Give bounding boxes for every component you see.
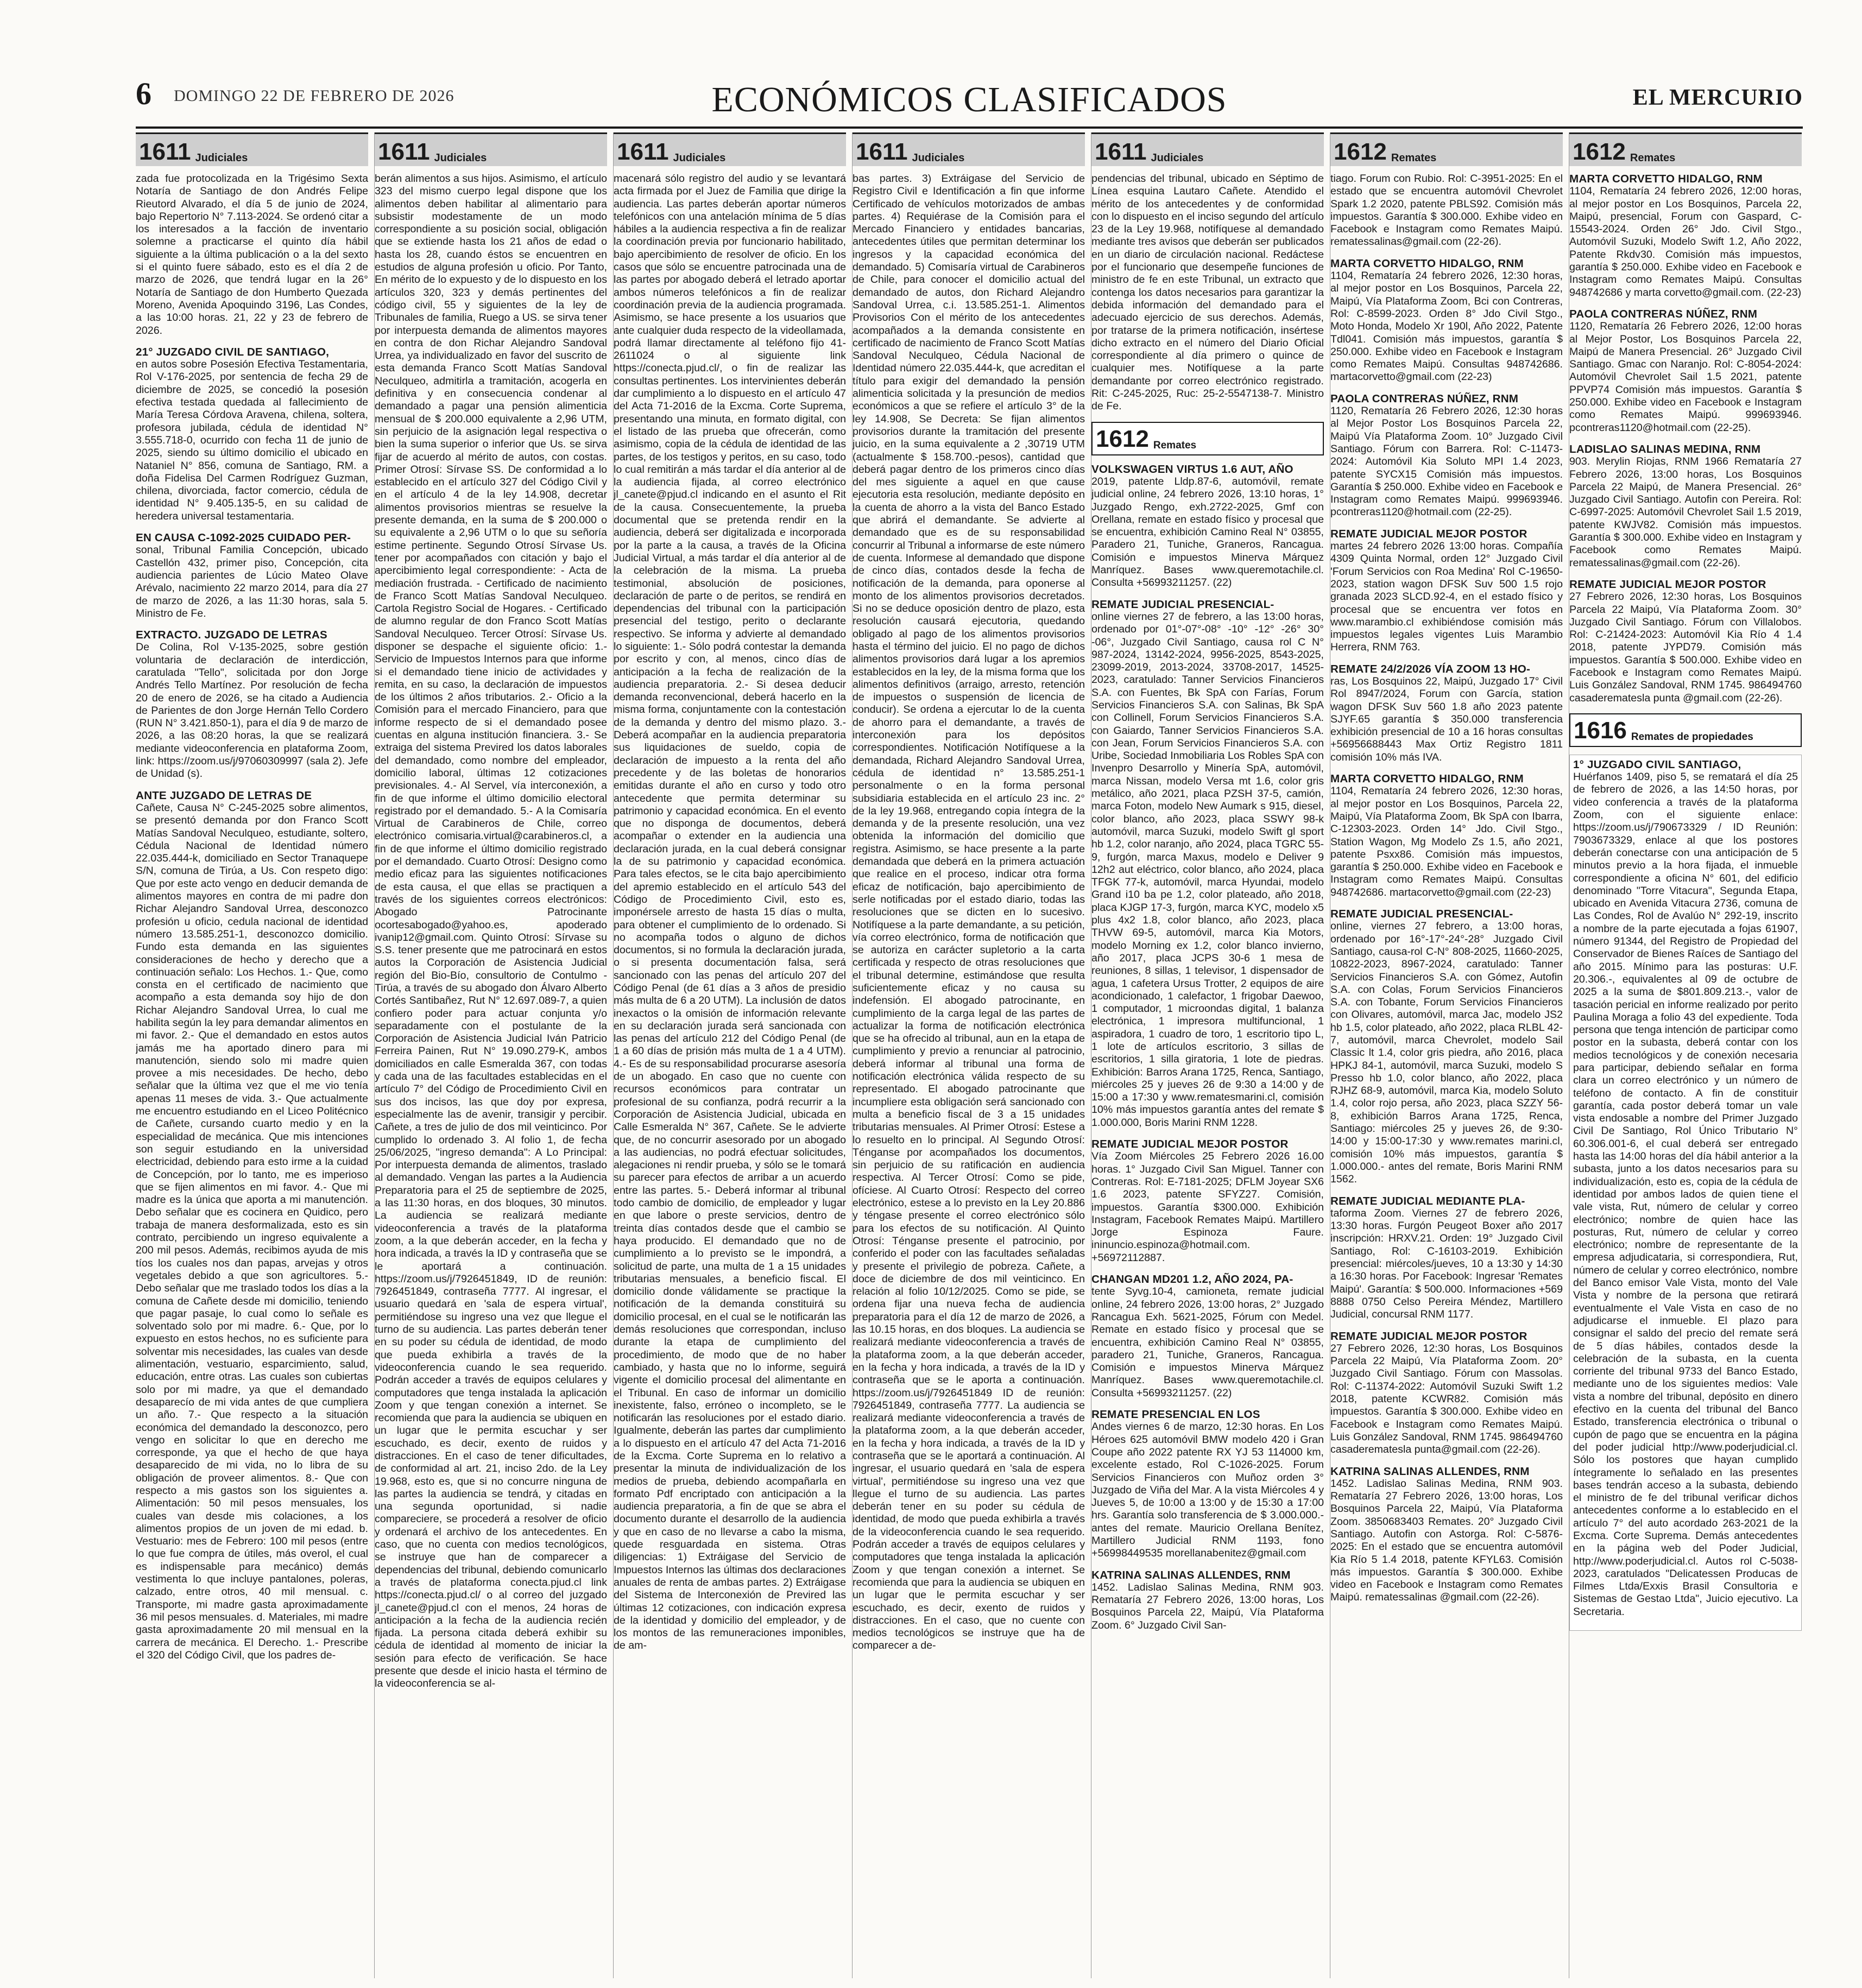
classified-notice bbox=[1330, 1330, 1563, 1457]
column-2 bbox=[375, 132, 607, 1978]
section-label: Remates de propiedades bbox=[1631, 731, 1753, 743]
notice-title: ANTE JUZGADO DE LETRAS DE bbox=[136, 789, 312, 802]
header-rule bbox=[136, 126, 1803, 129]
classified-notice bbox=[1330, 173, 1563, 249]
classified-notice bbox=[1330, 908, 1563, 1186]
notice-title: 21° JUZGADO CIVIL DE SANTIAGO, bbox=[136, 345, 329, 358]
classified-notice bbox=[1091, 598, 1324, 1129]
notice-body: 1452. Ladislao Salinas Medina, RNM 903. Remataría 27 Febrero 2026, 13:00 horas, Los Bosquinos Parcela 22, Maipú, Vía Plataforma Zoom. 3850683403 Remates. 20° Juzgado Civil Santiago. Autofin con Astorga. Rol: C-5876-2025: En el estado que se encuentra automóvil Kia Río 5 1.4 2018, patente KFYL63. Comisión más impuestos. Garantía $ 300.000. Exhibe video en Facebook e Instagram como Remates Maipú. rematessalinas @gmail.com (22-26). bbox=[1330, 1477, 1563, 1604]
classified-notice bbox=[136, 531, 368, 620]
page-number: 6 bbox=[136, 76, 152, 111]
notice-title: REMATE JUDICIAL PRESENCIAL- bbox=[1330, 908, 1513, 921]
column-code: 1612 bbox=[1334, 138, 1387, 165]
notice-body: 27 Febrero 2026, 12:30 horas, Los Bosquinos Parcela 22 Maipú, Vía Plataforma Zoom. 30° Juzgado Civil Santiago. Fórum con Villalobos. Rol: C-21424-2023: Automóvil Kia Río 4 1.4 2018, patente JYPD79. Comisión más impuestos. Garantía $ 500.000. Exhibe video en Facebook e Instagram como Remates Maipú. Luis González Sandoval, RNM 1745. 986494760 casaderematesla punta @gmail.com (22-26). bbox=[1569, 591, 1802, 704]
notice-body: online, viernes 27 febrero, a 13:00 horas, ordenado por 16°-17°-24°-28° Juzgado Civil Santiago, causa-rol C-N° 808-2025, 11660-2025, 10822-2023, 8967-2024, caratulado: Tanner Servicios Financieros S.A. con Gómez, Autofin S.A. con Colas, Forum Servicios Financieros S.A. con Tobante, Forum Servicios Financieros con Olivares, automóvil, marca Jac, modelo JS2 hb 1.5, color plateado, año 2022, placa RLBL 42-7, automóvil, marca Chevrolet, modelo Sail Classic lt 1.4, color gris piedra, año 2016, placa HPKJ 84-1, automóvil, marca Suzuki, modelo S Presso hb 1.0, color blanco, año 2022, placa RJHZ 68-9, automóvil, marca Kia, modelo Soluto 1.4, color rojo persa, año 2023, placa SZZY 56-8, exhibición Barros Arana 1725, Renca, Santiago: miércoles 25 y jueves 26, de 9:30-14:00 y 15:00-17:30 y www.remates marini.cl, comisión 10% más impuestos, garantía $ 1.000.000.- antes del remate, Boris Marini RNM 1562. bbox=[1330, 920, 1563, 1186]
notice-title: EN CAUSA C-1092-2025 CUIDADO PER- bbox=[136, 531, 351, 545]
notice-body: 27 Febrero 2026, 12:30 horas, Los Bosquinos Parcela 22 Maipú, Vía Plataforma Zoom. 20° Juzgado Civil Santiago. Fórum con Massolas. Rol: C-11374-2022: Automóvil Suzuki Swift 1.2 2018, patente KCWR82. Comisión más impuestos. Garantía $ 300.000. Exhibe video en Facebook e Instagram como Remates Maipú. Luis González Sandoval, RNM 1745. 986494760 casaderematesla punta@gmail.com (22-26). bbox=[1330, 1342, 1563, 1456]
notice-list bbox=[1330, 173, 1563, 1604]
notice-body: Vía Zoom Miércoles 25 Febrero 2026 16.00 horas. 1° Juzgado Civil San Miguel. Tanner con Contreras. Rol: E-7181-2025; DFLM Joyear SX6 1.6 2023, patente SFYZ27. Comisión, impuestos. Garantía $300.000. Exhibición Instagram, Facebook Remates Maipú. Martillero Jorge Espinoza Faure. ininuncio.espinoza@hotmail.com. +56972112887. bbox=[1091, 1150, 1324, 1264]
notice-title: KATRINA SALINAS ALLENDES, RNM bbox=[1091, 1568, 1291, 1581]
column-code: 1611 bbox=[378, 138, 430, 165]
classified-notice bbox=[1091, 463, 1324, 590]
classified-notice bbox=[1569, 308, 1802, 434]
classified-notice bbox=[1569, 443, 1802, 569]
column-6 bbox=[1330, 132, 1563, 1978]
classified-notice bbox=[1091, 1569, 1324, 1632]
notice-list bbox=[614, 173, 846, 1653]
notice-body: De Colina, Rol V-135-2025, sobre gestión voluntaria de declaración de interdicción, caratulada "Tello", solicitada por don Jorge Andrés Tello Martínez. Por resolución de fecha 20 de enero de 2026, se ha citado a Audiencia de Parientes de don Jorge Hernán Tello Cordero (RUN N° 3.421.850-1), para el día 9 de marzo de 2026, a las 08:20 horas, la que se realizará mediante videoconferencia en plataforma Zoom, link: https://zoom.us/j/97060309997 (sala 2). Jefe de Unidad (s). bbox=[136, 641, 368, 780]
notice-list bbox=[136, 173, 368, 1662]
notice-title: MARTA CORVETTO HIDALGO, RNM bbox=[1330, 773, 1524, 786]
column-code: 1611 bbox=[1095, 138, 1147, 165]
section-code: 1616 bbox=[1574, 717, 1627, 744]
notice-list bbox=[1091, 463, 1324, 1632]
notice-body: ras, Los Bosquinos 22, Maipú, Juzgado 17° Civil Rol 8947/2024, Forum con García, station wagon DFSK Suv 560 1.8 año 2023 patente SJYF.65 garantía $ 350.000 transferencia exhibición presencial de 10 a 16 horas consultas +56956688443 Max Ortiz Registro 1811 comisión 10% más IVA. bbox=[1330, 675, 1563, 763]
notice-list bbox=[1569, 173, 1802, 705]
classified-notice bbox=[1330, 663, 1563, 764]
column-header bbox=[1569, 132, 1802, 166]
notice-body: online viernes 27 de febrero, a las 13:00 horas, ordenado por 01°-07°-08° -10° -12° -26° 30° -06°, Juzgado Civil Santiago, causa rol C N° 987-2024, 13142-2024, 9956-2025, 8543-2025, 23099-2019, 2013-2024, 33708-2017, 14525-2023, caratulado: Tanner Servicios Financieros S.A. con Fuentes, Bk SpA con Farías, Forum Servicios Financieros S.A. con Salinas, Bk SpA con Collinell, Forum Servicios Financieros S.A. con Gaiardo, Tanner Servicios Financieros S.A. con Jean, Forum Servicios Financieros S.A. con Uribe, Sociedad Inmobiliaria Los Robles SpA con Invenpro Desarrollo y Minería SpA, automóvil, marca Nissan, modelo Versa mt 1.6, color gris metálico, año 2021, placa PZSH 37-5, camión, marca Foton, modelo New Aumark s 915, diesel, color blanco, año 2023, placa SSWY 98-k automóvil, marca Suzuki, modelo Swift gl sport hb 1.2, color naranjo, año 2024, placa TGRC 55-9, furgón, marca Maxus, modelo e Deliver 9 12h2 aut eléctrico, color blanco, año 2024, placa TFGK 77-k, automóvil, marca Hyundai, modelo Grand i10 ba pe 1.2, color plateado, año 2018, placa KJGP 17-3, furgón, marca KYC, modelo x5 plus 4x2 1.8, color blanco, año 2023, placa THVW 69-5, automóvil, marca Kia Motors, modelo Morning ex 1.2, color blanco invierno, año 2017, placa JCPS 30-6 1 mesa de reuniones, 8 sillas, 1 televisor, 1 dispensador de agua, 1 cafetera Ursus Trotter, 2 equipos de aire acondicionado, 1 calefactor, 1 frigobar Daewoo, 1 computador, 1 microondas digital, 1 balanza electrónica, 1 impresora multifuncional, 1 aspiradora, 1 cuadro de toro, 1 escritorio tipo L, 1 lote de artículos escritorio, 3 sillas de escritorios, 1 silla giratoria, 1 lote de piedras. Exhibición: Barros Arana 1725, Renca, Santiago, miércoles 25 y jueves 26 de 9:30 a 14:00 y de 15:00 a 17:30 y www.rematesmarini.cl, comisión 10% más impuestos garantía antes del remate $ 1.000.000, Boris Marini RNM 1228. bbox=[1091, 610, 1324, 1129]
classified-notice bbox=[1091, 1138, 1324, 1264]
newspaper-brand: EL MERCURIO bbox=[1632, 85, 1803, 110]
classified-notice bbox=[136, 789, 368, 1662]
notice-title: CHANGAN MD201 1.2, AÑO 2024, PA- bbox=[1091, 1273, 1293, 1286]
column-1 bbox=[136, 132, 368, 1978]
classified-notice bbox=[1330, 773, 1563, 899]
notice-list bbox=[853, 173, 1085, 1653]
classified-notice bbox=[1330, 528, 1563, 654]
section-title: ECONÓMICOS CLASIFICADOS bbox=[711, 80, 1227, 119]
column-label: Remates bbox=[1391, 152, 1437, 164]
column-code: 1611 bbox=[617, 138, 669, 165]
section-header-remates bbox=[1091, 422, 1324, 455]
column-label: Judiciales bbox=[195, 152, 248, 164]
notice-body: 1104, Remataría 24 febrero 2026, 12:30 horas, al mejor postor en Los Bosquinos, Parcela 22, Maipú, Vía Plataforma Zoom, Bci con Contreras, Rol: C-8599-2023. Orden 8° Jdo Civil Stgo., Moto Honda, Modelo Xr 190l, Año 2022, Patente Tdl041. Comisión más impuestos, garantía $ 250.000. Exhibe video en Facebook e Instagram como Remates Maipú. Consultas 948742686. martacorvetto@gmail.com (22-23) bbox=[1330, 270, 1563, 383]
notice-body: en autos sobre Posesión Efectiva Testamentaria, Rol V-176-2025, por sentencia de fecha 29 de diciembre de 2025, se concedió la posesión efectiva testada quedada al fallecimiento de María Teresa Córdova Aravena, chilena, soltera, profesora jubilada, cédula de identidad N° 3.555.718-0, ocurrido con fecha 11 de junio de 2025, siendo su último domicilio el ubicado en Nataniel N° 856, comuna de Santiago, RM. a doña Fidelisa Del Carmen Rodríguez Guzman, chilena, divorciada, factor comercio, cédula de identidad N° 9.405.135-5, en su calidad de heredera universal testamentaria. bbox=[136, 358, 368, 522]
column-label: Judiciales bbox=[673, 152, 726, 164]
notice-list bbox=[375, 173, 607, 1691]
classified-notice bbox=[136, 629, 368, 781]
column-label: Judiciales bbox=[912, 152, 965, 164]
notice-body: bas partes. 3) Extráigase del Servicio de Registro Civil e Identificación a fin que informe Certificado de vehículos motorizados de ambas partes. 4) Requiérase de la Comisión para el Mercado Financiero y entidades bancarias, antecedentes útiles que permitan determinar los ingresos y la capacidad económica del demandado. 5) Comisaría virtual de Carabineros de Chile, para conocer el domicilio actual del demandado de autos, don Richard Alejandro Sandoval Urrea, c.i. 13.585.251-1. Alimentos Provisorios Con el mérito de los antecedentes acompañados a la demanda consistente en certificado de nacimiento de Franco Scott Matías Sandoval Neculqueo, Cédula Nacional de Identidad número 22.035.444-k, que acreditan el título para exigir del demandado la pensión alimenticia solicitada y la presunción de medios económicos a que se refiere el artículo 3° de la ley 14.908, Se Decreta: Se fijan alimentos provisorios durante la tramitación del presente juicio, en la suma equivalente a 2 ,30719 UTM (actualmente $ 158.700.-pesos), cantidad que deberá pagar dentro de los primeros cinco días del mes siguiente a aquel en que cause ejecutoria esta resolución, mediante depósito en la cuenta de ahorro a la vista del Banco Estado que abrirá el demandante. Se advierte al demandado que es de su responsabilidad concurrir al Tribunal a informarse de este número de cuenta. Informese al demandado que dispone de cinco días, contados desde la fecha de notificación de la demanda, para oponerse al monto de los alimentos provisorios decretados. Si no se deduce oposición dentro de plazo, esta resolución causará ejecutoria, quedando obligado al pago de los alimentos provisorios hasta el término del juicio. El no pago de dichos alimentos provisorios dará lugar a los apremios establecidos en la ley, de la misma forma que los alimentos definitivos (arraigo, arresto, retención de impuestos o suspensión de licencia de conducir). Se ordena a ejercutar lo de la cuenta de ahorro para el demandante, a través de interconexión para los depósitos correspondientes. Notificación Notifíquese a la demandada, Richard Alejandro Sandoval Urrea, cédula de identidad n° 13.585.251-1 personalmente o en la forma personal subsidiaria establecida en el artículo 23 inc. 2° de la ley 19.968, entregando copia íntegra de la demanda y de la presente resolución, una vez obtenida la información del domicilio que registra. Asimismo, se hace presente a la parte demandada que deberá en la primera actuación que realice en el proceso, indicar otra forma eficaz de notificación, bajo apercibimiento de serle notificadas por el estado diario, todas las resoluciones que se dicten en lo sucesivo. Notifíquese a la parte demandante, a su petición, vía correo electrónico, forma de notificación que se autoriza en carácter supletorio a la carta certificada y respecto de otras resoluciones que el tribunal determine, estimándose que resulta suficientemente eficaz y no causa su indefensión. El abogado patrocinante, en cumplimiento de la carga legal de las partes de actualizar la forma de notificación electrónica que se ha ofrecido al tribunal, aun en la etapa de cumplimiento y previo a renunciar al patrocinio, deberá informar al tribunal una forma de notificación electrónica válida respecto de su representado. El abogado patrocinante que incumpliere esta obligación será sancionado con multa a beneficio fiscal de 3 a 15 unidades tributarias mensuales. Al Primer Otrosí: Estese a lo resuelto en lo principal. Al Segundo Otrosí: Ténganse por acompañados los documentos, sin perjuicio de su ratificación en audiencia respectiva. Al Tercer Otrosí: Como se pide, ofíciese. Al Cuarto Otrosí: Respecto del correo electrónico, estese a lo previsto en la Ley 20.886 y téngase presente el correo electrónico sólo para los efectos de su notificación. Al Quinto Otrosí: Ténganse presente el patrocinio, por conferido el poder con las facultades señaladas y presente el privilegio de pobreza. Cañete, a doce de diciembre de dos mil veinticinco. En relación al folio 10/12/2025. Como se pide, se ordena fijar una nueva fecha de audiencia preparatoria para el día 12 de marzo de 2026, a las 10.15 horas, en dos bloques. La audiencia se realizará mediante videoconferencia a través de la plataforma zoom, a la que deberán acceder, en la fecha y hora indicada, a través de la ID y contraseña que se le aporta a continuación. https://zoom.us/j/7926451849 ID de reunión: 7926451849, contraseña 7777. La audiencia se realizará mediante videoconferencia a través de la plataforma zoom, a la que deberán acceder, en la fecha y hora indicada, a través de la ID y contraseña que se le aportará a continuación. Al ingresar, el usuario quedará en 'sala de espera virtual', permitiéndose su ingreso una vez que llegue el turno de su audiencia. Las partes deberán tener en su poder su cédula de identidad, de modo que pueda exhibirla a través de la videoconferencia cuando le sea requerido. Podrán acceder a través de equipos celulares y computadores que tenga instalada la aplicación Zoom y que tengan conexión a internet. Se recomienda que para la audiencia se ubiquen en un lugar que le permita escuchar y ser escuchado, es decir, exento de ruidos y distracciones. En el caso, que no cuente con medios tecnológicos se instruye que ha de comparecer a de- bbox=[853, 173, 1085, 1652]
notice-title: REMATE JUDICIAL PRESENCIAL- bbox=[1091, 598, 1274, 611]
notice-body: pendencias del tribunal, ubicado en Séptimo de Línea esquina Lautaro Cañete. Atendido el mérito de los antecedentes y de conformidad con lo dispuesto en el inciso segundo del artículo 23 de la Ley 19.968, notifíquese al demandado mediante tres avisos que deberán ser publicados en un diario de circulación nacional. Redáctese por el funcionario que desempeñe funciones de ministro de fe en este Tribunal, un extracto que contenga los datos necesarios para garantizar la debida información del demandado para el adecuado ejercicio de sus derechos. Además, por tratarse de la primera notificación, insértese dicho extracto en el número del Diario Oficial correspondiente al día primero o quince de cualquier mes. Notifíquese a la parte demandante por correo electrónico registrado. Rit: C-245-2025, Ruc: 25-2-5547138-7. Ministro de Fe. bbox=[1091, 173, 1324, 413]
notice-title: 1° JUZGADO CIVIL SANTIAGO, bbox=[1573, 758, 1741, 771]
notice-title: MARTA CORVETTO HIDALGO, RNM bbox=[1569, 173, 1763, 185]
notice-title: MARTA CORVETTO HIDALGO, RNM bbox=[1330, 257, 1524, 270]
column-label: Remates bbox=[1630, 152, 1676, 164]
notice-title: VOLKSWAGEN VIRTUS 1.6 AUT, AÑO bbox=[1091, 463, 1293, 476]
classified-notice bbox=[1569, 173, 1802, 299]
column-4 bbox=[853, 132, 1085, 1978]
notice-body: 1104, Remataría 24 febrero 2026, 12:00 horas, al mejor postor en Los Bosquinos, Parcela 22, Maipú, presencial, Forum con Gaspard, C-15543-2024. Orden 26° Jdo. Civil Stgo., Automóvil Suzuki, Modelo Swift 1.2, Año 2022, Patente Rkdv30. Comisión más impuestos, garantía $ 250.000. Exhibe video en Facebook e Instagram como Remates Maipú. Consultas 948742686 y marta corvetto@gmail.com. (22-23) bbox=[1569, 185, 1802, 299]
column-header bbox=[136, 132, 368, 166]
notice-body: 1452. Ladislao Salinas Medina, RNM 903. Remataría 27 Febrero 2026, 13:00 horas, Los Bosquinos Parcela 22, Maipú, Vía Plataforma Zoom. 6° Juzgado Civil San- bbox=[1091, 1581, 1324, 1631]
notice-body: 1120, Remataría 26 Febrero 2026, 12:00 horas al Mejor Postor, Los Bosquinos Parcela 22, Maipú de Manera Presencial. 26° Juzgado Civil Santiago. Gmac con Naranjo. Rol: C-8054-2024: Automóvil Chevrolet Sail 1.5 2021, patente PPVP74 Comisión más impuestos. Garantía $ 250.000. Exhibe video en Facebook e Instagram como Remates Maipú. 999693946. pcontreras1120@hotmail.com (22-25). bbox=[1569, 320, 1802, 434]
notice-body: 1120, Remataría 26 Febrero 2026, 12:30 horas al Mejor Postor Los Bosquinos Parcela 22, Maipú Vía Plataforma Zoom. 10° Juzgado Civil Santiago. Fórum con Barrera. Rol: C-11473-2024: Automóvil Kia Soluto MPI 1.4 2023, patente SYCX15 Comisión más impuestos. Garantía $ 250.000. Exhibe video en Facebook e Instagram como Remates Maipú. 999693946. pcontreras1120@hotmail.com (22-25). bbox=[1330, 405, 1563, 518]
column-3 bbox=[614, 132, 846, 1978]
column-7 bbox=[1569, 132, 1802, 1978]
notice-body: tiago. Forum con Rubio. Rol: C-3951-2025: En el estado que se encuentra automóvil Chevrolet Spark 1.2 2020, patente PBLS92. Comisión más impuestos. Garantía $ 300.000. Exhibe video en Facebook e Instagram como Remates Maipú. rematessalinas@gmail.com (22-26). bbox=[1330, 173, 1563, 248]
notice-body: tente Syvg.10-4, camioneta, remate judicial online, 24 febrero 2026, 13:00 horas, 2° Juzgado Rancagua Exh. 5621-2025, Fórum con Medel. Remate en estado físico y procesal que se encuentra, exhibición Camino Real N° 03855, paradero 21, Tuniche, Graneros, Rancagua. Comisión e impuestos Minerva Márquez Manríquez. Bases www.queremotachile.cl. Consulta +56993211257. (22) bbox=[1091, 1286, 1324, 1399]
notice-body: Andes viernes 6 de marzo, 12:30 horas. En Los Héroes 625 automóvil BMW modelo 420 i Gran Coupe año 2022 patente RX YJ 53 114000 km, excelente estado, Rol C-1026-2025. Forum Servicios Financieros con Muñoz orden 3° Juzgado de Viña del Mar. A la vista Miércoles 4 y Jueves 5, de 10:00 a 13:00 y de 15:30 a 17:00 hrs. Garantía solo transferencia de $ 3.000.000.- antes del remate. Mauricio Orellana Benítez, Martillero Judicial RNM 1193, fono +56998449535 morellanabenitez@gmail.com bbox=[1091, 1421, 1324, 1560]
classified-notice bbox=[1091, 173, 1324, 413]
notice-body: 903. Merylin Riojas, RNM 1966 Remataría 27 Febrero 2026, 13:00 horas, Los Bosquinos Parcela 22 Maipú, de Manera Presencial. 26° Juzgado Civil Santiago. Autofin con Pereira. Rol: C-6997-2025: Automóvil Chevrolet Sail 1.5 2019, patente KWJV82. Comisión más impuestos. Garantía $ 300.000. Exhibe video en Instagram y Facebook como Remates Maipú. rematessalinas@gmail.com (22-26). bbox=[1569, 455, 1802, 569]
classified-notice bbox=[1330, 1465, 1563, 1604]
page-date: DOMINGO 22 DE FEBRERO DE 2026 bbox=[174, 87, 455, 105]
notice-title: EXTRACTO. JUZGADO DE LETRAS bbox=[136, 629, 327, 642]
classified-notice bbox=[1330, 257, 1563, 384]
classifieds-columns bbox=[136, 132, 1803, 1978]
classified-notice bbox=[614, 173, 846, 1653]
column-header bbox=[853, 132, 1085, 166]
classified-notice bbox=[1091, 1273, 1324, 1400]
classified-notice bbox=[1091, 1408, 1324, 1560]
classified-notice bbox=[375, 173, 607, 1691]
column-code: 1611 bbox=[856, 138, 908, 165]
classified-notice bbox=[853, 173, 1085, 1653]
column-code: 1611 bbox=[139, 138, 191, 165]
notice-title: PAOLA CONTRERAS NÚÑEZ, RNM bbox=[1330, 392, 1519, 405]
notice-title: REMATE JUDICIAL MEJOR POSTOR bbox=[1330, 1329, 1528, 1343]
section-label: Remates bbox=[1153, 439, 1197, 451]
notice-title: REMATE JUDICIAL MEJOR POSTOR bbox=[1091, 1138, 1289, 1151]
notice-body: martes 24 febrero 2026 13:00 horas. Compañía 4309 Quinta Normal, orden 12° Juzgado Civil 'Forum Servicios con Roa Medina' Rol C-19650-2023, station wagon DFSK Suv 500 1.5 rojo granada 2023 SLCD.92-4, en el estado físico y procesal que se encuentra ver fotos en www.marambio.cl exhibiéndose comisión más impuestos legales vigentes Luis Marambio Herrera, RNM 763. bbox=[1330, 540, 1563, 654]
notice-body: 2019, patente Lldp.87-6, automóvil, remate judicial online, 24 febrero 2026, 13:10 horas, 1° Juzgado Rengo, exh.2722-2025, Gmf con Orellana, remate en estado físico y procesal que se encuentra, exhibición Camino Real N° 03855, Paradero 21, Tuniche, Graneros, Rancagua. Comisión e impuestos Minerva Márquez Manríquez. Bases www.queremotachile.cl. Consulta +56993211257. (22) bbox=[1091, 475, 1324, 589]
column-label: Judiciales bbox=[1151, 152, 1204, 164]
column-header bbox=[375, 132, 607, 166]
notice-body: zada fue protocolizada en la Trigésimo Sexta Notaría de Santiago de don Andrés Felipe Rieutord Alvarado, el día 5 de junio de 2024, bajo Repertorio N° 7.113-2024. Se ordenó citar a los interesados a la facción de inventario solemne a practicarse el quinto día hábil siguiente a la última publicación o a la del sexto si el quinto fuere sábado, esto es el día 2 de marzo de 2026, que tendrá lugar en la 26° Notaría de Santiago de don Humberto Quezada Moreno, Avenida Apoquindo 3196, Las Condes, a las 10:00 horas. 21, 22 y 23 de febrero de 2026. bbox=[136, 173, 368, 337]
notice-body: Huérfanos 1409, piso 5, se rematará el día 25 de febrero de 2026, a las 14:50 horas, por video conferencia a través de la plataforma Zoom, con el siguiente enlace: https://zoom.us/j/790673329 / ID Reunión: 7903673329, enlace al que los postores deberán conectarse con una anticipación de 5 minutos previo a la hora fijada, el inmueble correspondiente a oficina N° 601, del edificio denominado "Torre Vitacura", Segunda Etapa, ubicado en Avenida Vitacura 2736, comuna de Las Condes, Rol de Avalúo N° 292-19, inscrito a nombre de la parte ejecutada a fojas 61907, número 91344, del Registro de Propiedad del Conservador de Bienes Raíces de Santiago del año 2015. Mínimo para las posturas: U.F. 20.306.-, equivalentes al 09 de octubre de 2025 a la suma de $801.809.213.-, valor de tasación pericial en informe realizado por perito Paulina Moraga a folio 43 del expediente. Toda persona que tenga intención de participar como postor en la subasta, deberá contar con los medios tecnológicos y de conexión necesaria para participar, debiendo señalar en forma clara un correo electrónico y un número de teléfono de contacto. A fin de constituir garantía, cada postor deberá tomar un vale vista endosable a nombre del Primer Juzgado Civil De Santiago, Rol Único Tributario N° 60.306.001-6, el cual deberá ser entregado hasta las 14:00 horas del día hábil anterior a la subasta, junto a los datos necesarios para su individualización, esto es, copia de la cédula de identidad por ambos lados de quien tiene el vale vista, Rut, número de celular y correo electrónico; nombre de quien hace las posturas, Rut, número de celular y correo electrónico; nombre de representante de la empresa adjudicataria, si correspondiera, Rut, número de celular y correo electrónico, nombre del Banco emisor Vale Vista, monto del Vale Vista y nombre de la persona que retirará eventualmente el Vale Vista en caso de no adjudicarse el inmueble. El plazo para consignar el saldo del precio del remate será de 5 días hábiles, contados desde la celebración de la subasta, en la cuenta corriente del tribunal 9733 del Banco Estado, mediante uno de los siguientes medios: Vale vista a nombre del tribunal, depósito en dinero efectivo en la cuenta del tribunal del Banco Estado, transferencia electrónica o tribunal o cupón de pago que se encuentra en la página del poder judicial http://www.poderjudicial.cl. Sólo los postores que hayan cumplido íntegramente lo señalado en las presentes bases tendrán acceso a la subasta, debiendo el ministro de fe del tribunal verificar dichos antecedentes conforme a lo establecido en el artículo 7° del auto acordado 263-2021 de la Excma. Corte Suprema. Demás antecedentes en la página web del Poder Judicial, http://www.poderjudicial.cl. Autos rol C-5038-2023, caratulados "Delicatessen Producas de Filmes Ltda/Exxis Brasil Consultoria e Sistemas de Gestao Ltda", Juicio ejecutivo. La Secretaria. bbox=[1573, 771, 1798, 1618]
notice-title: REMATE 24/2/2026 VÍA ZOOM 13 HO- bbox=[1330, 662, 1531, 675]
notice-list bbox=[1091, 173, 1324, 413]
notice-body: 1104, Remataría 24 febrero 2026, 12:30 horas, al mejor postor en Los Bosquinos, Parcela 22, Maipú, Vía Plataforma Zoom, Bk SpA con Ibarra, C-12303-2023. Orden 14° Jdo. Civil Stgo., Station Wagon, Mg Modelo Zs 1.5, año 2021, patente Psxx86. Comisión más impuestos, garantía $ 250.000. Exhibe video en Facebook e Instagram como Remates Maipú. Consultas 948742686. martacorvetto@gmail.com (22-23) bbox=[1330, 785, 1563, 898]
section-code: 1612 bbox=[1096, 425, 1149, 452]
notice-title: LADISLAO SALINAS MEDINA, RNM bbox=[1569, 442, 1761, 455]
notice-list bbox=[1569, 755, 1802, 1631]
notice-body: taforma Zoom. Viernes 27 de febrero 2026, 13:30 horas. Furgón Peugeot Boxer año 2017 inscripción: HRXV.21. Orden: 19° Juzgado Civil Santiago, Rol: C-16103-2019. Exhibición presencial: miércoles/jueves, 10 a 13:30 y 14:30 a 16:30 horas. Por Facebook: Ingresar 'Remates Maipú'. Garantía: $ 500.000. Informaciones +569 8888 0750 Celso Pereira Méndez, Martillero Judicial, concursal RNM 1177. bbox=[1330, 1207, 1563, 1321]
column-header bbox=[1091, 132, 1324, 166]
classified-notice bbox=[1573, 758, 1798, 1618]
notice-title: REMATE PRESENCIAL EN LOS bbox=[1091, 1408, 1260, 1421]
notice-title: REMATE JUDICIAL MEJOR POSTOR bbox=[1330, 527, 1528, 540]
notice-title: REMATE JUDICIAL MEDIANTE PLA- bbox=[1330, 1194, 1525, 1207]
classified-notice bbox=[1569, 578, 1802, 705]
notice-body: Cañete, Causa N° C-245-2025 sobre alimentos, se presentó demanda por don Franco Scott Matías Sandoval Neculqueo, estudiante, soltero, Cédula Nacional de Identidad número 22.035.444-k, domiciliado en Sector Tranaquepe S/N, comuna de Tirúa, a Us. Con respeto digo: Que por este acto vengo en deducir demanda de alimentos mayores en contra de mi padre don Richar Alejandro Sandoval Urrea, desconozco profesión u oficio, cedula nacional de identidad número 13.585.251-1, desconozco domicilio. Fundo esta demanda en las siguientes consideraciones de hecho y derecho que a continuación señalo: Los Hechos. 1.- Que, como consta en el certificado de nacimiento que acompaño a esta demanda soy hijo de don Richar Alejandro Sandoval Urrea, lo cual me habilita según la ley para demandar alimentos en mi favor. 2.- Que el demandado en estos autos jamás me ha aportado dinero para mi manutención, siendo solo mi madre quien provee a mis necesidades. De hecho, debo señalar que la última vez que el me vio tenía apenas 11 meses de vida. 3.- Que actualmente me encuentro estudiando en el Liceo Politécnico de Cañete, cursando cuarto medio y en la especialidad de mecánica. Que mis intenciones son seguir estudiando en la universidad electricidad, debiendo para esto irme a la cuidad de Concepción, por lo tanto, me es imperioso que se fijen alimentos en mi favor. 4.- Que mi madre es la única que aporta a mi manutención. Debo señalar que es cocinera en Quidico, pero trabaja de manera desformalizada, esto es sin contrato, percibiendo un ingreso equivalente a 200 mil pesos. Además, recibimos ayuda de mis tíos los cuales nos dan papas, arvejas y otros vegetales debido a que son agricultores. 5.- Debo señalar que me traslado todos los días a la comuna de Cañete desde mi domicilio, teniendo que pagar pasaje, lo cual como lo señale es solventado solo por mi madre. 6.- Que, por lo expuesto en estos hechos, no es suficiente para solventar mis necesidades, las cuales van desde alimentación, vestuario, esparcimiento, salud, educación, entre otras. Las cuales son cubiertas solo por mi madre, ya que el demandado desaparecío de mi vida antes de que cumpliera un año. 7.- Que respecto a la situación económica del demandado la desconozco, pero vengo en solicitar lo que en derecho me corresponde, ya que el hecho de que haya desaparecido de mi vida, no lo libra de su obligación de proveer alimentos. 8.- Que con respecto a mis gastos son los siguientes a. Alimentación: 50 mil pesos mensuales, los cuales van desde mis colaciones, a los alimentos propios de un joven de mi edad. b. Vestuario: mes de Febrero: 100 mil pesos (entre lo que fue compra de útiles, más overol, el cual es indispensable para mecánico) demás vestimenta lo que incluye pantalones, poleras, calzado, entre otros, 40 mil mensual. c. Transporte, mi madre gasta aproximadamente 36 mil pesos mensuales. d. Materiales, mi madre gasta aproximadamente 20 mil mensual en la carrera de mecánica. El Derecho. 1.- Prescribe el 320 del Código Civil, que los padres de- bbox=[136, 801, 368, 1661]
column-header bbox=[1330, 132, 1563, 166]
notice-body: macenará sólo registro del audio y se levantará acta firmada por el Juez de Familia que dirige la audiencia. Las partes deberán aportar números telefónicos con una antelación mínima de 5 días hábiles a la audiencia respectiva a fin de realizar la coordinación previa por funcionario habilitado, bajo apercibimiento de resolver de oficio. En los casos que sólo se encuentre patrocinada una de las partes por abogado deberá el letrado aportar ambos números telefónicos a fin de realizar coordinación previa de la audiencia programada. Asimismo, se hace presente a los usuarios que ante cualquier duda respecto de la videollamada, podrá llamar directamente al teléfono fijo 41-2611024 o al siguiente link https://conecta.pjud.cl/, o fin de realizar las consultas pertinentes. Los intervinientes deberán dar cumplimiento a lo dispuesto en el artículo 47 del Acta 71-2016 de la Excma. Corte Suprema, presentando una minuta, en formato digital, con el listado de las prueba que ofrecerán, como asimismo, copia de la cédula de identidad de las partes, de los testigos y peritos, en su caso, todo lo cual remitirán a más tardar el día anterior al de la audiencia fijada, al correo electrónico jl_canete@pjud.cl indicando en el asunto el Rit de la causa. Consecuentemente, la prueba documental que se pretenda rendir en la audiencia, deberá ser digitalizada e incorporada por la parte a la causa, a través de la Oficina Judicial Virtual, a más tardar el día anterior al de la celebración de la misma. La prueba testimonial, absolución de posiciones, declaración de parte o de peritos, se rendirá en dependencias del tribunal con la participación presencial del testigo, perito o declarante respectivo. Se informa y advierte al demandado lo siguiente: 1.- Sólo podrá contestar la demanda por escrito y con, al menos, cinco días de anticipación a la fecha de realización de la audiencia preparatoria. 2.- Si desea deducir demanda reconvencional, deberá hacerlo en la misma forma, conjuntamente con la contestación de la demanda y dentro del mismo plazo. 3.- Deberá acompañar en la audiencia preparatoria sus liquidaciones de sueldo, copia de declaración de impuesto a la renta del año precedente y de las boletas de honorarios emitidas durante el año en curso y todo otro antecedente que permita determinar su patrimonio y capacidad económica. En el evento que no disponga de documentos, deberá acompañar o extender en la audiencia una declaración jurada, en la cual deberá consignar la de su patrimonio y capacidad económica. Para tales efectos, se le cita bajo apercibimiento del apremio establecido en el artículo 543 del Código de Procedimiento Civil, esto es, imponérsele arresto de hasta 15 días o multa, para obtener el cumplimiento de lo ordenado. Si no acompaña todos o alguno de dichos documentos, si no formula la declaración jurada, o si presenta documentación falsa, será sancionado con las penas del artículo 207 del Código Penal (de 61 días a 3 años de presidio más multa de 6 a 20 UTM). La inclusión de datos inexactos o la omisión de información relevante en su declaración jurada será sancionada con las penas del artículo 212 del Código Penal (de 1 a 60 días de prisión más multa de 1 a 4 UTM). 4.- Es de su responsabilidad procurarse asesoría de un abogado. En caso que no cuente con recursos económicos para contratar un profesional de su confianza, podrá recurrir a la Corporación de Asistencia Judicial, ubicada en Calle Esmeralda N° 367, Cañete. Se le advierte que, de no concurrir asesorado por un abogado a las audiencias, no podrá efectuar solicitudes, alegaciones ni rendir prueba, y sólo se le tomará su parecer para efectos de arribar a un acuerdo entre las partes. 5.- Deberá informar al tribunal todo cambio de domicilio, de empleador y lugar en que labore o preste servicios, dentro de treinta días contados desde que el cambio se haya producido. El demandado que no de cumplimiento a lo previsto se le impondrá, a solicitud de parte, una multa de 1 a 15 unidades tributarias mensuales, a beneficio fiscal. El domicilio donde válidamente se practique la notificación de la demanda constituirá su domicilio procesal, en el cual se le notificarán las demás resoluciones que correspondan, incluso durante la etapa de cumplimiento del procedimiento, de modo que de no haber cambiado, y hasta que no lo informe, seguirá vigente el domicilio procesal del alimentante en el Tribunal. En caso de informar un domicilio inexistente, falso, erróneo o incompleto, se le notificarán las resoluciones por el estado diario. Igualmente, deberán las partes dar cumplimiento a lo dispuesto en el artículo 47 del Acta 71-2016 de la Excma. Corte Suprema en lo relativo a presentar la minuta de individualización de los medios de prueba, debiendo acompañarla en formato Pdf encriptado con anticipación a la audiencia preparatoria, a fin de que se abra el documento durante el desarrollo de la audiencia y que en caso de no llevarse a cabo la misma, quede resguardada en sistema. Otras diligencias: 1) Extráigase del Servicio de Impuestos Internos las últimas dos declaraciones anuales de renta de ambas partes. 2) Extráigase del Sistema de Interconexión de Previred las últimas 12 cotizaciones, con indicación expresa de la identidad y domicilio del empleador, y de los montos de las remuneraciones imponibles, de am- bbox=[614, 173, 846, 1652]
notice-title: PAOLA CONTRERAS NÚÑEZ, RNM bbox=[1569, 307, 1758, 320]
classified-notice bbox=[1330, 1195, 1563, 1321]
column-code: 1612 bbox=[1573, 138, 1626, 165]
classified-notice bbox=[136, 173, 368, 337]
notice-body: sonal, Tribunal Familia Concepción, ubicado Castellón 432, primer piso, Concepción, cita audiencia parientes de Lúcio Mateo Olave Arévalo, nacimiento 22 marzo 2014, para día 27 de marzo de 2026, a las 11:30 horas, sala 5. Ministro de Fe. bbox=[136, 544, 368, 619]
column-5 bbox=[1091, 132, 1324, 1978]
column-header bbox=[614, 132, 846, 166]
classified-notice bbox=[1330, 392, 1563, 519]
notice-title: KATRINA SALINAS ALLENDES, RNM bbox=[1330, 1465, 1530, 1478]
section-header-propiedades bbox=[1569, 713, 1802, 747]
column-label: Judiciales bbox=[434, 152, 487, 164]
notice-body: berán alimentos a sus hijos. Asimismo, el artículo 323 del mismo cuerpo legal dispone que los alimentos deben habilitar al alimentario para subsistir modestamente de un modo correspondiente a su posición social, obligación que se extiende hasta los 21 años de edad o hasta los 28, cuando éstos se encuentren en estudios de alguna profesión u oficio. Por Tanto, En mérito de lo expuesto y de lo dispuesto en los artículos 320, 323 y demás pertinentes del código civil, 55 y siguientes de la ley de Tribunales de familia, Ruego a US. se sirva tener por interpuesta demanda de alimentos mayores en contra de don Richar Alejandro Sandoval Urrea, ya individualizado en favor del suscrito de esta demanda Franco Scott Matías Sandoval Neculqueo, admitirla a tramitación, acogerla en definitiva y en consecuencia condenar al demandado a pagar una pensión alimenticia mensual de $ 200.000 equivalente a 2,96 UTM, sin perjuicio de la asignación legal respectiva o bien la suma superior o inferior que Us. se sirva fijar de acuerdo al mérito de autos, con costas. Primer Otrosí: Sírvase SS. De conformidad a lo establecido en el artículo 327 del Código Civil y en el artículo 4 de la ley 14.908, decretar alimentos provisorios mientras se resuelve la presente demanda, en la suma de $ 200.000 o su equivalente a 2,96 UTM o lo que su señoría estime pertinente. Segundo Otrosí Sírvase Us. tener por acompañados con citación y bajo el apercibimiento legal correspondiente: - Acta de mediación frustrada. - Certificado de nacimiento de Franco Scott Matías Sandoval Neculqueo. Cartola Registro Social de Hogares. - Certificado de alumno regular de don Franco Scott Matías Sandoval Neculqueo. Tercer Otrosí: Sírvase Us. disponer se despache el siguiente oficio: 1.- Servicio de Impuestos Internos para que informe si el demandado tiene inicio de actividades y remita, en su caso, la declaración de impuestos de los últimos 2 años tributarios. 2.- Oficio a la Comisión para el mercado Financiero, para que informe respecto de si el demandado posee cuentas en alguna institución financiera. 3.- Se extraiga del sistema Previred los datos laborales del demandado, como nombre del empleador, domicilio laboral, últimas 12 cotizaciones previsionales. 4.- Al Servel, vía interconexión, a fin de que informe el último domicilio electoral registrado por el demandado. 5.- A la Comisaría Virtual de Carabineros de Chile, correo electrónico comisaria.virtual@carabineros.cl, a fin de que informe el último domicilio registrado por el demandado. Cuarto Otrosí: Designo como medio eficaz para las siguientes notificaciones de esta causa, el que ellas se practiquen a través de los siguientes correos electrónicos: Abogado Patrocinante ocortesabogado@yahoo.es, apoderado ivanip12@gmail.com. Quinto Otrosí: Sírvase su S.S. tener presente que me patrocinará en estos autos la Corporación de Asistencia Judicial región del Bio-Bío, consultorio de Contulmo - Tirúa, a través de su abogado don Álvaro Alberto Cortés Santibañez, Rut N° 12.697.089-7, a quien confiero poder para actuar conjunta y/o separadamente con el postulante de la Corporación de Asistencia Judicial Iván Patricio Ferreira Painen, Rut N° 19.090.279-K, ambos domiciliados en calle Esmeralda 367, con todas y cada una de las facultades establecidas en el artículo 7° del Código de Procedimiento Civil en sus dos incisos, las que doy por expresa, especialmente las de avenir, transigir y percibir. Cañete, a tres de julio de dos mil veinticinco. Por cumplido lo ordenado 3. Al folio 1, de fecha 25/06/2025, "ingreso demanda": A Lo Principal: Por interpuesta demanda de alimentos, traslado al demandado. Vengan las partes a la Audiencia Preparatoria para el 25 de septiembre de 2025, a las 11:30 horas, en dos bloques, 30 minutos. La audiencia se realizará mediante videoconferencia a través de la plataforma zoom, a la que deberán acceder, en la fecha y hora indicada, a través la ID y contraseña que se le aportará a continuación. https://zoom.us/j/7926451849, ID de reunión: 7926451849, contraseña 7777. Al ingresar, el usuario quedará en 'sala de espera virtual', permitiéndose su ingreso una vez que llegue el turno de su audiencia. Las partes deberán tener en su poder su cédula de identidad, de modo que pueda exhibirla a través de la videoconferencia cuando le sea requerido. Podrán acceder a través de equipos celulares y computadores que tenga instalada la aplicación Zoom y que tengan conexión a internet. Se recomienda que para la audiencia se ubiquen en un lugar que le permita escuchar y ser escuchado, es decir, exento de ruidos y distracciones. En el caso de tener dificultades, de conformidad al art. 21, inciso 2do. de la Ley 19.968, esto es, que si no concurre ninguna de las partes la audiencia se tendrá, y citadas en una segunda oportunidad, si nadie compareciere, se procederá a resolver de oficio y ordenará el archivo de los antecedentes. En caso, que no cuenta con medios tecnológicos, se instruye que han de comparecer a dependencias del tribunal, debiendo comunicarlo a través de plataforma conecta.pjud.cl link https://conecta.pjud.cl/ o al correo del juzgado jl_canete@pjud.cl con el menos, 24 horas de anticipación a la fecha de la audiencia recién fijada. La persona citada deberá exhibir su cédula de identidad al momento de iniciar la sesión para efecto de verificación. Se hace presente que desde el inicio hasta el término de la videoconferencia se al- bbox=[375, 173, 607, 1690]
notice-title: REMATE JUDICIAL MEJOR POSTOR bbox=[1569, 578, 1766, 591]
classified-notice bbox=[136, 346, 368, 523]
page-header bbox=[136, 75, 1803, 126]
